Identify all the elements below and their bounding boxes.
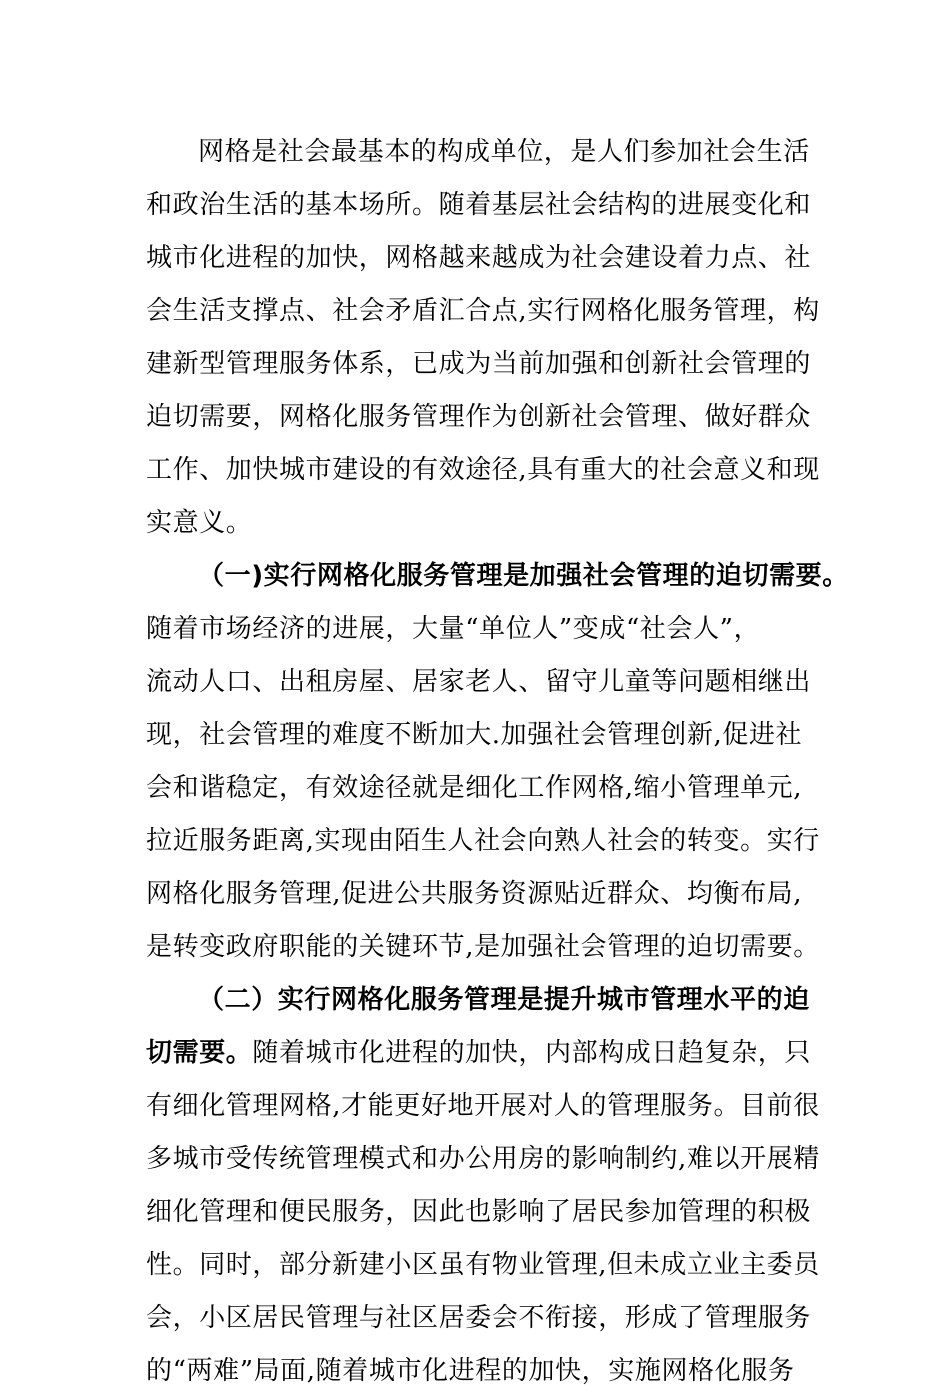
section-heading: （一)实行网格化服务管理是加强社会管理的迫切需要。 — [198, 561, 849, 591]
text-line: 和政治生活的基本场所。随着基层社会结构的进展变化和 — [146, 190, 812, 220]
text-line: 随着市场经济的进展，大量“单位人”变成“社会人”， — [146, 614, 761, 644]
text-line: 建新型管理服务体系，已成为当前加强和创新社会管理的 — [146, 349, 812, 379]
text-line: 会生活支撑点、社会矛盾汇合点,实行网格化服务管理，构 — [146, 296, 820, 326]
text-line: 会，小区居民管理与社区居委会不衔接，形成了管理服务 — [146, 1303, 812, 1333]
section-one — [146, 550, 849, 974]
text-line: 网格是社会最基本的构成单位，是人们参加社会生活 — [198, 137, 810, 167]
section-two — [146, 974, 820, 1398]
text-line: 工作、加快城市建设的有效途径,具有重大的社会意义和现 — [146, 455, 820, 485]
text-line: 流动人口、出租房屋、居家老人、留守儿童等问题相继出 — [146, 667, 812, 697]
text-line: 网格化服务管理,促进公共服务资源贴近群众、均衡布局, — [146, 879, 803, 909]
text-line: 多城市受传统管理模式和办公用房的影响制约,难以开展精 — [146, 1144, 820, 1174]
text-line: 实意义。 — [146, 508, 253, 538]
text-line: 城市化进程的加快，网格越来越成为社会建设着力点、社 — [146, 243, 812, 273]
paragraph-intro — [146, 126, 820, 550]
text-line: 是转变政府职能的关键环节,是加强社会管理的迫切需要。 — [146, 932, 820, 962]
text-line: 拉近服务距离,实现由陌生人社会向熟人社会的转变。实行 — [146, 826, 820, 856]
text-line: 有细化管理网格,才能更好地开展对人的管理服务。目前很 — [146, 1091, 820, 1121]
text-line: 细化管理和便民服务，因此也影响了居民参加管理的积极 — [146, 1197, 812, 1227]
text-line: 迫切需要，网格化服务管理作为创新社会管理、做好群众 — [146, 402, 812, 432]
text-line: 现，社会管理的难度不断加大.加强社会管理创新,促进社 — [146, 720, 803, 750]
section-heading: （二）实行网格化服务管理是提升城市管理水平的迫 — [198, 985, 810, 1015]
document-body — [146, 126, 849, 1398]
text-line: 性。同时，部分新建小区虽有物业管理,但未成立业主委员 — [146, 1250, 820, 1280]
text-run: 随着城市化进程的加快，内部构成日趋复杂，只 — [252, 1038, 812, 1068]
text-line: 会和谐稳定，有效途径就是细化工作网格,缩小管理单元, — [146, 773, 803, 803]
section-heading-continued: 切需要。 — [146, 1038, 253, 1068]
text-line: 的“两难”局面,随着城市化进程的加快，实施网格化服务 — [146, 1356, 795, 1386]
text-line — [146, 1027, 812, 1080]
